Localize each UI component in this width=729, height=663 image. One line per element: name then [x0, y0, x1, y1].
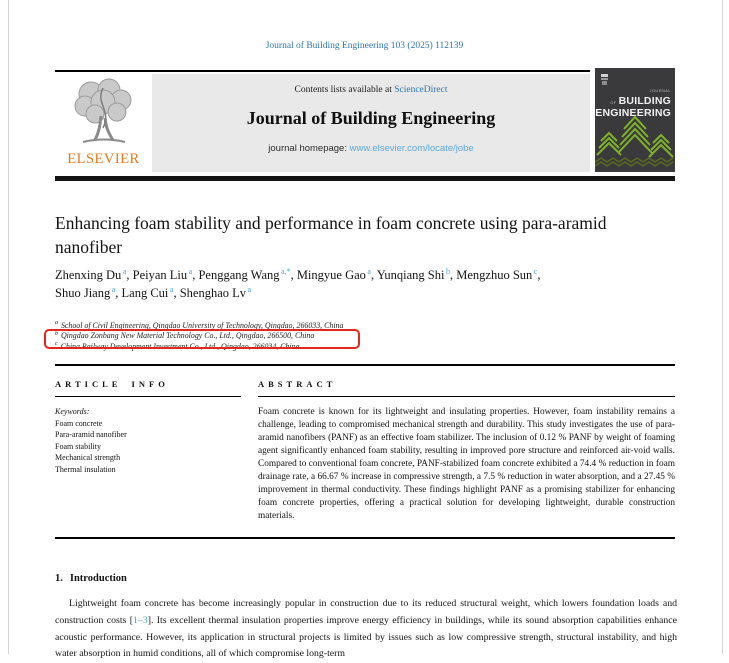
elsevier-logo — [55, 74, 152, 174]
abstract-heading: ABSTRACT — [258, 379, 337, 389]
introduction-text-1: Lightweight foam concrete has become increasingly popular in construction due to its reduced structural weight, which lowers foundation loads and construction costs [ — [55, 598, 677, 626]
affiliations — [55, 321, 635, 352]
introduction-number: 1. — [55, 573, 63, 584]
article-info-section — [55, 379, 241, 476]
keyword-item: Mechanical strength — [55, 453, 121, 463]
cover-trees-graphic — [595, 107, 675, 172]
author: Yunqiang Shi $^b$ — [376, 266, 450, 282]
affiliation-line: $^a$ School of Civil Engineering, Qingdao University of Technology, Qingdao, 266033, China — [55, 320, 344, 330]
cover-kicker: JOURNAL OF — [610, 88, 671, 105]
keywords-block — [55, 406, 241, 476]
journal-title: Journal of Building Engineering — [246, 108, 496, 128]
author: Mingyue Gao $^a$ — [296, 266, 371, 282]
cover-title-line2: ENGINEERING — [595, 107, 671, 119]
author: Zhenxing Du $^a$ — [55, 266, 127, 282]
introduction-heading — [55, 573, 127, 584]
keyword-item: Foam concrete — [55, 418, 103, 428]
page-left-edge — [8, 0, 9, 654]
masthead-divider-bar — [55, 176, 675, 181]
affiliation-line: $^c$ China Railway Development Investment Co., Ltd., Qingdao, 266034, China — [55, 341, 300, 351]
author: Mengzhuo Sun $^c$ — [456, 266, 538, 282]
article-title: Enhancing foam stability and performance in foam concrete using para-aramid nanofiber — [55, 213, 607, 258]
keyword-item: Para-aramid nanofiber — [55, 430, 127, 440]
affiliation-highlight-box — [44, 329, 360, 349]
author: Lang Cui $^a$ — [121, 284, 174, 300]
abstract-section — [258, 379, 675, 523]
contents-line — [152, 85, 590, 95]
keyword-list — [55, 418, 241, 476]
article-info-heading: ARTICLE INFO — [55, 379, 169, 389]
homepage-link[interactable]: www.elsevier.com/locate/jobe — [349, 143, 474, 154]
section-rule-top — [55, 364, 675, 366]
elsevier-tree-icon — [55, 76, 152, 152]
journal-masthead — [55, 70, 675, 181]
introduction-heading-text: Introduction — [69, 573, 127, 584]
journal-info-box — [152, 74, 590, 172]
elsevier-wordmark: ELSEVIER — [67, 151, 140, 167]
homepage-prefix: journal homepage: — [268, 143, 347, 154]
author: Peiyan Liu $^a$ — [132, 266, 193, 282]
journal-cover-thumbnail — [595, 68, 675, 172]
cover-title-line1: BUILDING — [618, 95, 671, 107]
contents-prefix: Contents lists available at — [294, 85, 392, 95]
journal-citation-link[interactable]: Journal of Building Engineering 103 (2025) 112139 — [265, 41, 464, 51]
section-rule-bottom — [55, 537, 675, 539]
author: Shenghao Lv $^a$ — [179, 284, 252, 300]
masthead-top-rule — [55, 70, 590, 72]
article-info-rule — [55, 396, 241, 397]
sciencedirect-link[interactable]: ScienceDirect — [394, 85, 448, 95]
keywords-label: Keywords: — [55, 407, 90, 417]
reference-citation-link[interactable]: 1–3 — [132, 614, 148, 626]
introduction-text-2: ]. Its excellent thermal insulation properties improve energy efficiency in buildings, while its sound absorption capabilities enhance acoustic performance. However, its application in structural projects is limited by issues such as low compressive strength, structural instability, and high water absorption in humid conditions, all of which compromise long-term — [55, 614, 677, 660]
keyword-item: Thermal insulation — [55, 465, 116, 475]
abstract-text: Foam concrete is known for its lightweight and insulating properties. However, foam instability remains a challenge, leading to compromised mechanical strength and durability. This study investigates the use of para-aramid nanofibers (PANF) as an effective foam stabilizer. The inclusion of 0.12 % PANF by weight of foaming agent significantly enhanced foam stability, resulting in improved pore structure and reinforced air-void walls. Compared to conventional foam concrete, PANF-stabilized foam concrete exhibited a 74.4 % reduction in foam drainage rate, a 66.67 % increase in compressive strength, a 7.5 % reduction in water absorption, and a 27.45 % improvement in thermal conductivity. These findings highlight PANF as a promising stabilizer for enhancing foam concrete properties, offering a practical solution for developing lightweight, durable construction materials. — [258, 407, 675, 522]
keyword-item: Foam stability — [55, 441, 101, 451]
author: Shuo Jiang $^a$ — [55, 284, 116, 300]
abstract-rule — [258, 396, 675, 397]
affiliation-line: $^b$ Qingdao Zonbang New Material Technology Co., Ltd., Qingdao, 266500, China — [55, 330, 315, 341]
author: Penggang Wang $^{a,*}$ — [198, 266, 291, 282]
page-right-edge — [722, 0, 723, 654]
introduction-paragraph — [55, 596, 677, 663]
author-list: Zhenxing Du $^a$, Peiyan Liu $^a$, Penggang Wang $^{a,*}$, Mingyue Gao $^a$, Yunqiang Shi $^b$, Mengzhuo Sun $^c$, Shuo Jiang $^a$, Lang Cui $^a$, Shenghao Lv $^a$ — [55, 266, 541, 300]
homepage-line — [152, 143, 590, 154]
